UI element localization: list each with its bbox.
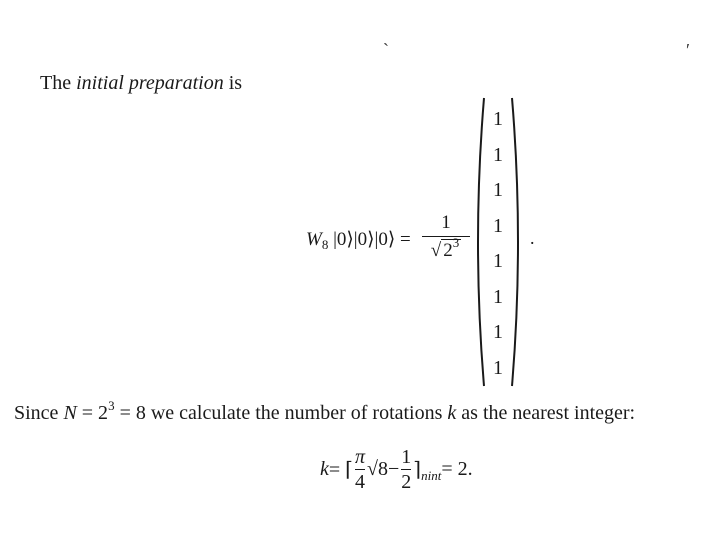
normalization-fraction <box>422 212 470 264</box>
prep-emphasis: initial preparation <box>76 72 224 94</box>
eq2-minus: − <box>388 458 400 480</box>
four: 4 <box>355 471 365 493</box>
stray-mark-left: ` <box>383 40 389 60</box>
vector-entry: 1 <box>493 214 503 237</box>
state-vector <box>470 96 526 388</box>
fraction-denominator: √ $2^3$ <box>430 235 460 261</box>
since-eq: = 2 <box>76 402 109 424</box>
variable-k: k <box>447 402 457 424</box>
one-half <box>401 446 411 493</box>
since-prefix: Since <box>14 402 64 424</box>
since-exponent: 3 <box>108 398 115 413</box>
vector-entry: 1 <box>493 321 503 343</box>
prep-word-the: The <box>40 72 72 94</box>
eq2-open: = ⌈ <box>328 459 353 481</box>
eq2-k: k <box>320 458 329 480</box>
one: 1 <box>401 446 412 468</box>
eq2-result: = 2. <box>441 458 473 480</box>
nint-subscript: nint <box>421 467 442 483</box>
pi-symbol: π <box>354 446 366 468</box>
fraction-bar <box>422 236 470 237</box>
vector-entry: 1 <box>493 285 503 308</box>
fraction-numerator: 1 <box>441 212 451 233</box>
since-rest: = 8 we calculate the number of rotations <box>114 402 448 424</box>
rotations-sentence <box>14 398 636 425</box>
equation-2 <box>320 446 473 506</box>
sqrt-8: √8 <box>367 458 388 480</box>
ket-expression: |0⟩|0⟩|0⟩ = <box>333 229 411 250</box>
radicand-exponent: 3 <box>452 235 460 250</box>
vector-entries <box>488 102 508 386</box>
fraction-bar <box>355 469 365 470</box>
equation-1-period: . <box>530 228 535 248</box>
w-operator: W <box>306 229 322 250</box>
eq2-close: ⌉ <box>413 459 422 481</box>
prep-word-is: is <box>228 72 243 94</box>
fraction-bar <box>401 469 411 470</box>
vector-entry: 1 <box>493 108 503 130</box>
initial-preparation-sentence <box>40 72 242 95</box>
since-suffix: as the nearest integer: <box>456 402 636 424</box>
pi-over-4 <box>355 446 365 493</box>
equation-1-lhs <box>306 228 411 251</box>
vector-entry: 1 <box>493 179 503 201</box>
vector-entry: 1 <box>493 250 503 272</box>
radicand: 2 <box>443 240 453 261</box>
vector-entry: 1 <box>493 143 503 166</box>
variable-N: N <box>63 402 77 424</box>
vector-entry: 1 <box>493 356 503 379</box>
stray-mark-right: ′ <box>686 40 690 60</box>
two: 2 <box>401 471 412 493</box>
w-subscript: 8 <box>321 237 329 252</box>
